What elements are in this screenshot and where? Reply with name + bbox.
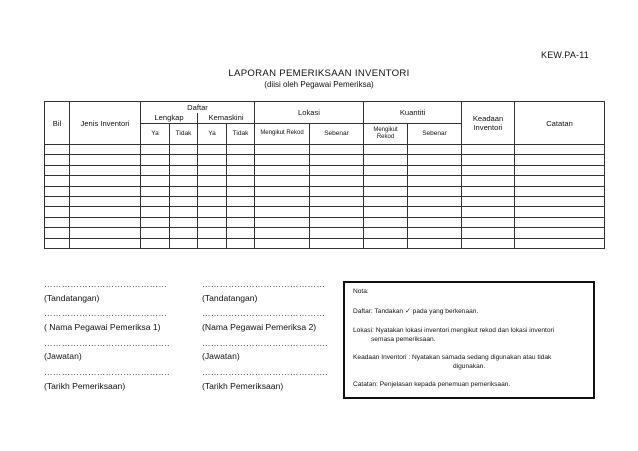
table-row	[45, 196, 605, 206]
table-cell[interactable]	[45, 145, 70, 155]
table-cell[interactable]	[255, 207, 310, 217]
table-cell[interactable]	[515, 155, 605, 165]
table-cell[interactable]	[255, 176, 310, 186]
table-cell[interactable]	[462, 207, 515, 217]
table-cell[interactable]	[70, 155, 141, 165]
header-lengkap-tidak: Tidak	[170, 124, 198, 145]
signature-line-right: ……………………………………	[202, 279, 326, 289]
table-cell[interactable]	[515, 176, 605, 186]
table-cell[interactable]	[198, 186, 227, 196]
table-cell[interactable]	[170, 186, 198, 196]
table-cell[interactable]	[45, 165, 70, 175]
table-cell[interactable]	[45, 217, 70, 227]
table-row	[45, 238, 605, 248]
table-cell[interactable]	[141, 207, 170, 217]
checkmark-icon: ✓	[404, 308, 411, 315]
table-cell[interactable]	[255, 196, 310, 206]
table-cell[interactable]	[462, 145, 515, 155]
header-catatan: Catatan	[515, 102, 605, 145]
note-heading: Nota:	[353, 288, 369, 295]
table-cell[interactable]	[70, 238, 141, 248]
position-label-right: (Jawatan)	[202, 351, 240, 361]
table-cell[interactable]	[170, 165, 198, 175]
table-cell[interactable]	[170, 176, 198, 186]
table-cell[interactable]	[227, 155, 255, 165]
table-cell[interactable]	[141, 186, 170, 196]
table-cell[interactable]	[170, 145, 198, 155]
table-cell[interactable]	[462, 238, 515, 248]
date-label-left: (Tarikh Pemeriksaan)	[44, 381, 126, 391]
table-cell[interactable]	[45, 176, 70, 186]
table-cell[interactable]	[408, 186, 462, 196]
date-label-right: (Tarikh Pemeriksaan)	[202, 381, 284, 391]
table-cell[interactable]	[462, 228, 515, 238]
table-cell[interactable]	[45, 155, 70, 165]
page-title: LAPORAN PEMERIKSAAN INVENTORI	[228, 68, 410, 79]
header-lokasi: Lokasi	[255, 102, 364, 124]
inventory-table	[44, 101, 605, 249]
table-cell[interactable]	[70, 207, 141, 217]
table-cell[interactable]	[45, 238, 70, 248]
table-cell[interactable]	[255, 165, 310, 175]
table-cell[interactable]	[408, 207, 462, 217]
table-cell[interactable]	[45, 207, 70, 217]
table-cell[interactable]	[255, 155, 310, 165]
table-cell[interactable]	[364, 238, 408, 248]
position-label-left: (Jawatan)	[44, 351, 82, 361]
table-row	[45, 217, 605, 227]
table-cell[interactable]	[408, 176, 462, 186]
table-cell[interactable]	[310, 176, 364, 186]
table-cell[interactable]	[141, 165, 170, 175]
header-kemaskini-tidak: Tidak	[227, 124, 255, 145]
table-cell[interactable]	[45, 196, 70, 206]
table-cell[interactable]	[170, 217, 198, 227]
table-cell[interactable]	[515, 186, 605, 196]
table-cell[interactable]	[198, 176, 227, 186]
header-jenis-inventori: Jenis Inventori	[70, 102, 141, 145]
table-cell[interactable]	[141, 238, 170, 248]
table-cell[interactable]	[408, 165, 462, 175]
header-lokasi-mengikut-rekod: Mengikut Rekod	[255, 124, 310, 145]
table-row	[45, 176, 605, 186]
header-keadaan-inventori: Keadaan Inventori	[462, 102, 515, 145]
table-cell[interactable]	[364, 145, 408, 155]
table-cell[interactable]	[70, 186, 141, 196]
table-cell[interactable]	[255, 145, 310, 155]
table-row	[45, 228, 605, 238]
table-cell[interactable]	[462, 217, 515, 227]
header-kuantiti-sebenar: Sebenar	[408, 124, 462, 145]
table-cell[interactable]	[198, 238, 227, 248]
header-lokasi-sebenar: Sebenar	[310, 124, 364, 145]
note-daftar-prefix: Daftar: Tandakan	[353, 308, 404, 315]
table-cell[interactable]	[170, 207, 198, 217]
signature-label-right: (Tandatangan)	[202, 293, 258, 303]
table-cell[interactable]	[70, 145, 141, 155]
table-cell[interactable]	[170, 155, 198, 165]
table-cell[interactable]	[310, 238, 364, 248]
header-kemaskini: Kemaskini	[198, 113, 255, 124]
table-cell[interactable]	[170, 196, 198, 206]
table-cell[interactable]	[70, 228, 141, 238]
table-cell[interactable]	[462, 176, 515, 186]
table-cell[interactable]	[227, 207, 255, 217]
name-line-left: ……………………………………	[44, 308, 168, 318]
signature-label-left: (Tandatangan)	[44, 293, 100, 303]
table-cell[interactable]	[255, 228, 310, 238]
table-cell[interactable]	[141, 228, 170, 238]
table-cell[interactable]	[141, 196, 170, 206]
table-row	[45, 145, 605, 155]
table-cell[interactable]	[310, 196, 364, 206]
table-cell[interactable]	[141, 155, 170, 165]
table-cell[interactable]	[227, 176, 255, 186]
table-cell[interactable]	[364, 186, 408, 196]
table-cell[interactable]	[310, 217, 364, 227]
table-cell[interactable]	[227, 196, 255, 206]
table-cell[interactable]	[70, 196, 141, 206]
table-row	[45, 207, 605, 217]
header-kemaskini-ya: Ya	[198, 124, 227, 145]
table-cell[interactable]	[310, 186, 364, 196]
table-cell[interactable]	[141, 176, 170, 186]
table-cell[interactable]	[364, 196, 408, 206]
name-label-right: (Nama Pegawai Pemeriksa 2)	[202, 322, 317, 332]
table-cell[interactable]	[170, 238, 198, 248]
table-cell[interactable]	[255, 217, 310, 227]
table-cell[interactable]	[227, 165, 255, 175]
table-cell[interactable]	[364, 217, 408, 227]
note-daftar-suffix: pada yang berkenaan.	[412, 308, 479, 315]
table-cell[interactable]	[408, 196, 462, 206]
table-cell[interactable]	[310, 155, 364, 165]
inventory-table-body	[45, 145, 605, 249]
table-cell[interactable]	[255, 238, 310, 248]
header-bil: Bil	[45, 102, 70, 145]
header-row-1	[45, 102, 605, 113]
header-kuantiti: Kuantiti	[364, 102, 462, 124]
date-line-right: …………………………………….	[202, 367, 328, 377]
table-cell[interactable]	[198, 217, 227, 227]
table-cell[interactable]	[198, 196, 227, 206]
table-cell[interactable]	[141, 217, 170, 227]
date-line-left: …………………………………….	[44, 367, 170, 377]
table-cell[interactable]	[408, 238, 462, 248]
table-cell[interactable]	[45, 186, 70, 196]
table-cell[interactable]	[364, 228, 408, 238]
note-keadaan-line-2: digunakan.	[453, 363, 486, 370]
table-cell[interactable]	[70, 217, 141, 227]
signature-line-left: ……………………………………	[44, 279, 168, 289]
note-catatan: Catatan: Penjelasan kepada penemuan pemeriksaan.	[353, 381, 511, 388]
table-cell[interactable]	[227, 186, 255, 196]
table-cell[interactable]	[310, 165, 364, 175]
note-lokasi-line-1: Lokasi: Nyatakan lokasi inventori mengikut rekod dan lokasi inventori	[353, 327, 555, 334]
table-cell[interactable]	[310, 207, 364, 217]
table-cell[interactable]	[310, 145, 364, 155]
table-cell[interactable]	[227, 238, 255, 248]
table-cell[interactable]	[515, 145, 605, 155]
table-cell[interactable]	[515, 207, 605, 217]
table-cell[interactable]	[462, 196, 515, 206]
form-code: KEW.PA-11	[541, 50, 589, 60]
header-kuantiti-mengikut-rekod: Mengikut Rekod	[364, 124, 408, 145]
table-cell[interactable]	[198, 155, 227, 165]
table-cell[interactable]	[515, 217, 605, 227]
table-cell[interactable]	[364, 165, 408, 175]
table-cell[interactable]	[408, 228, 462, 238]
table-cell[interactable]	[408, 145, 462, 155]
table-row	[45, 155, 605, 165]
table-cell[interactable]	[462, 155, 515, 165]
note-lokasi-line-2: semasa pemeriksaan.	[371, 336, 436, 343]
page-subtitle: (diisi oleh Pegawai Pemeriksa)	[264, 80, 374, 89]
table-cell[interactable]	[227, 228, 255, 238]
table-cell[interactable]	[170, 228, 198, 238]
table-cell[interactable]	[70, 176, 141, 186]
table-cell[interactable]	[255, 186, 310, 196]
table-cell[interactable]	[70, 165, 141, 175]
name-label-left: ( Nama Pegawai Pemeriksa 1)	[44, 322, 161, 332]
table-cell[interactable]	[198, 145, 227, 155]
table-cell[interactable]	[364, 207, 408, 217]
note-daftar	[353, 308, 478, 316]
table-cell[interactable]	[198, 228, 227, 238]
table-cell[interactable]	[364, 155, 408, 165]
table-cell[interactable]	[515, 196, 605, 206]
table-row	[45, 165, 605, 175]
name-line-right: ……………………………………	[202, 308, 326, 318]
table-cell[interactable]	[515, 238, 605, 248]
table-row	[45, 186, 605, 196]
header-lengkap: Lengkap	[141, 113, 198, 124]
table-cell[interactable]	[408, 217, 462, 227]
table-cell[interactable]	[45, 228, 70, 238]
table-cell[interactable]	[310, 228, 364, 238]
table-cell[interactable]	[462, 165, 515, 175]
position-line-left: …………………………………….	[44, 338, 170, 348]
note-keadaan-line-1: Keadaan Inventori : Nyatakan samada sedang digunakan atau tidak	[353, 354, 552, 361]
header-daftar: Daftar	[141, 102, 255, 113]
table-cell[interactable]	[141, 145, 170, 155]
note-box	[343, 281, 595, 399]
position-line-right: …………………………………….	[202, 338, 328, 348]
table-cell[interactable]	[227, 217, 255, 227]
table-cell[interactable]	[408, 155, 462, 165]
header-lengkap-ya: Ya	[141, 124, 170, 145]
table-cell[interactable]	[198, 207, 227, 217]
table-cell[interactable]	[364, 176, 408, 186]
table-cell[interactable]	[515, 165, 605, 175]
table-cell[interactable]	[462, 186, 515, 196]
table-cell[interactable]	[515, 228, 605, 238]
table-cell[interactable]	[198, 165, 227, 175]
table-cell[interactable]	[227, 145, 255, 155]
